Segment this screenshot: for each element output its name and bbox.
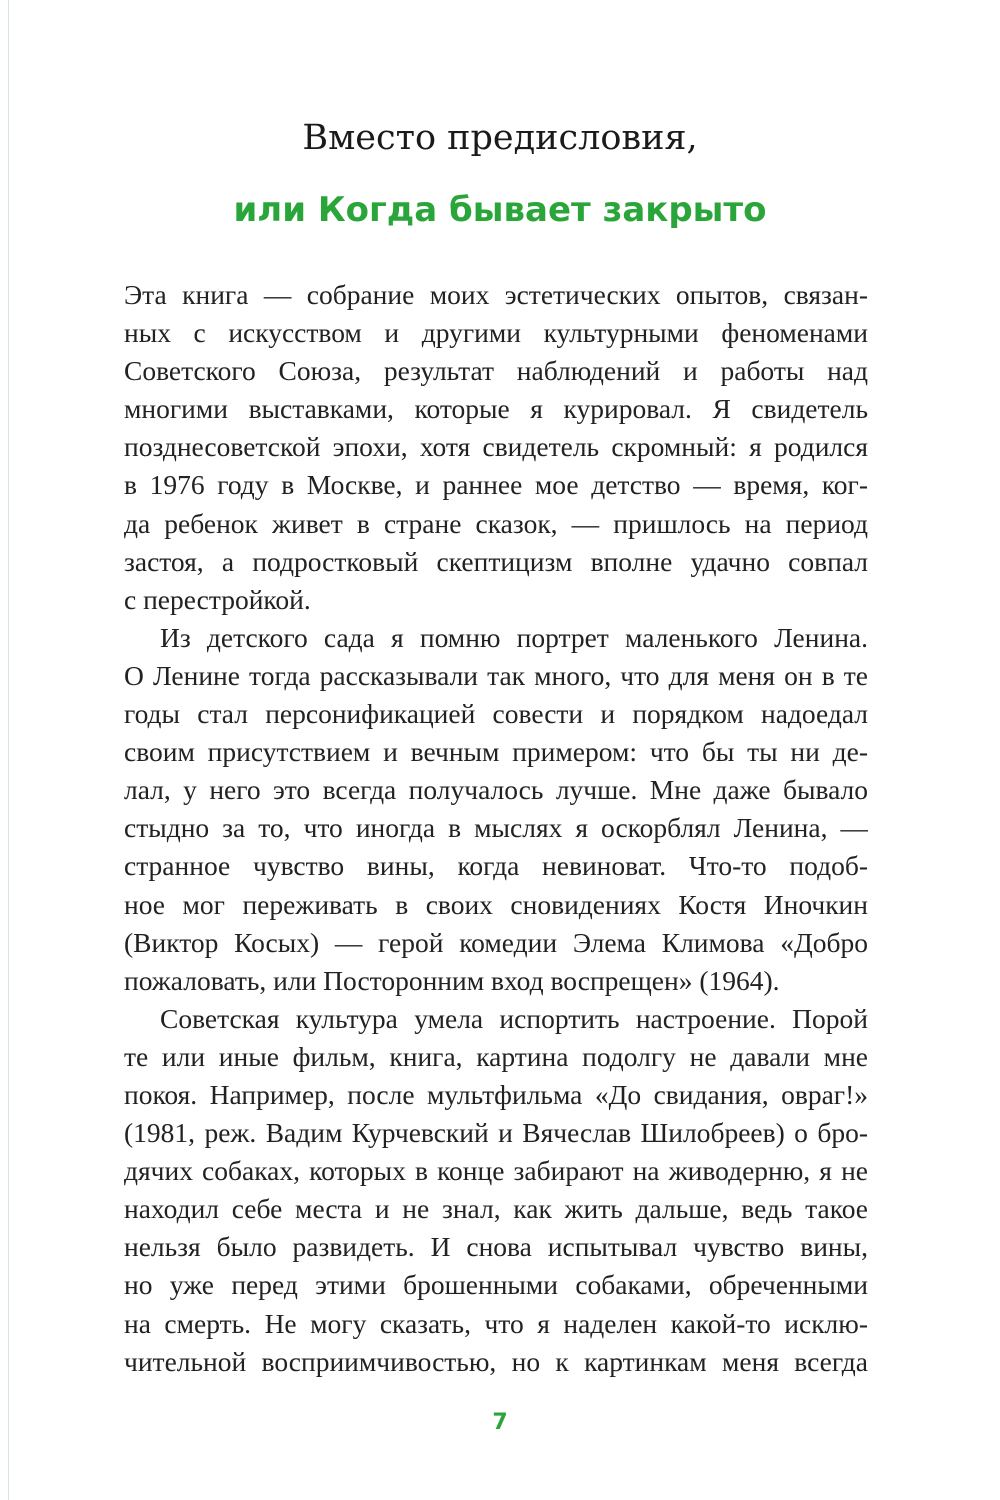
- text-line: многими выставками, которые я курировал. Я свидетель: [124, 393, 868, 425]
- text-line: в 1976 году в Москве, и раннее мое детство — время, ког-: [124, 469, 868, 501]
- text-line: покоя. Например, после мультфильма «До свидания, овраг!»: [124, 1078, 868, 1110]
- text-line: нельзя было развидеть. И снова испытывал чувство вины,: [124, 1231, 868, 1263]
- chapter-title: Вместо предисловия,: [302, 118, 698, 158]
- text-line: ное мог переживать в своих сновидениях Костя Иночкин: [124, 888, 868, 920]
- chapter-subtitle: или Когда бывает закрыто: [233, 190, 767, 230]
- body-text: [124, 276, 868, 1381]
- text-line: (Виктор Косых) — герой комедии Элема Климова «Добро: [124, 926, 868, 958]
- text-line: стыдно за то, что иногда в мыслях я оскорблял Ленина, —: [124, 812, 868, 844]
- text-line: Советского Союза, результат наблюдений и работы над: [124, 355, 868, 387]
- text-line: Советская культура умела испортить настроение. Порой: [160, 1002, 868, 1034]
- paragraph-3: [124, 1000, 868, 1381]
- text-line: на смерть. Не могу сказать, что я наделен какой-то исклю-: [124, 1307, 868, 1339]
- page-number: 7: [492, 1410, 508, 1435]
- text-line: лал, у него это всегда получалось лучше. Мне даже бывало: [124, 774, 868, 806]
- text-line: те или иные фильм, книга, картина подолгу не давали мне: [124, 1040, 868, 1072]
- text-line: застоя, а подростковый скептицизм вполне удачно совпал: [124, 545, 868, 577]
- paragraph-2: [124, 619, 868, 1000]
- text-line: с перестройкой.: [124, 583, 311, 615]
- text-line: (1981, реж. Вадим Курчевский и Вячеслав Шилобреев) о бро-: [124, 1117, 868, 1149]
- text-line: О Ленине тогда рассказывали так много, что для меня он в те: [124, 659, 868, 691]
- text-line: да ребенок живет в стране сказок, — пришлось на период: [124, 507, 868, 539]
- text-line: находил себе места и не знал, как жить дальше, ведь такое: [124, 1193, 868, 1225]
- text-line: странное чувство вины, когда невиноват. Что-то подоб-: [124, 850, 868, 882]
- text-line: но уже перед этими брошенными собаками, обреченными: [124, 1269, 868, 1301]
- text-line: чительной восприимчивостью, но к картинкам меня всегда: [124, 1345, 868, 1377]
- text-line: своим присутствием и вечным примером: что бы ты ни де-: [124, 736, 868, 768]
- paragraph-1: [124, 276, 868, 619]
- text-line: позднесоветской эпохи, хотя свидетель скромный: я родился: [124, 431, 868, 463]
- text-line: ных с искусством и другими культурными феноменами: [124, 317, 868, 349]
- text-line: Из детского сада я помню портрет маленького Ленина.: [160, 621, 868, 653]
- text-line: Эта книга — собрание моих эстетических опытов, связан-: [124, 279, 868, 310]
- text-line: пожаловать, или Посторонним вход воспрещен» (1964).: [124, 964, 780, 996]
- text-line: дячих собаках, которых в конце забирают на живодерню, я не: [124, 1155, 868, 1187]
- text-line: годы стал персонификацией совести и порядком надоедал: [124, 698, 868, 730]
